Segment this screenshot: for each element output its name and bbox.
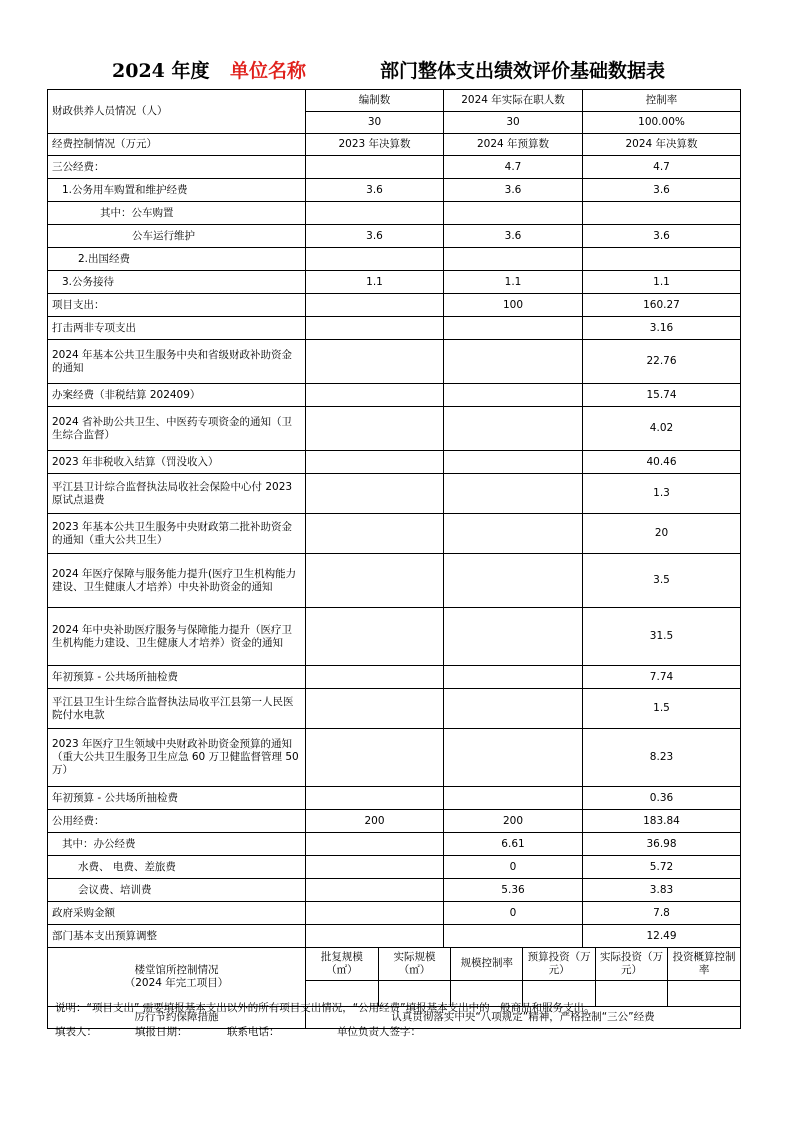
- savings-text: 认真贯彻落实中央“八项规定”精神，严格控制“三公”经费: [306, 1007, 741, 1029]
- funds-row-2024-budget: [444, 689, 583, 729]
- funds-row-2023-final: [306, 407, 444, 451]
- funds-row-2024-final: 8.23: [583, 729, 741, 787]
- funds-row-2024-final: [583, 248, 741, 271]
- funds-row: [48, 787, 741, 810]
- funds-header-row: [48, 134, 741, 156]
- funds-row-label: 2024 年医疗保障与服务能力提升(医疗卫生机构能力建设、卫生健康人才培养）中央补助资金的通知: [48, 554, 306, 608]
- funds-row: [48, 202, 741, 225]
- staff-header-budgeted: 编制数: [306, 90, 444, 112]
- building-value-invest-rate: [668, 980, 740, 1006]
- funds-row: [48, 689, 741, 729]
- funds-row-label: 2024 年基本公共卫生服务中央和省级财政补助资金的通知: [48, 340, 306, 384]
- funds-row: [48, 179, 741, 202]
- funds-row-label: 年初预算 - 公共场所抽检费: [48, 666, 306, 689]
- funds-row-2023-final: [306, 317, 444, 340]
- funds-row: [48, 729, 741, 787]
- funds-row-2024-budget: 3.6: [444, 225, 583, 248]
- funds-row: [48, 225, 741, 248]
- funds-row-label: 2024 年中央补助医疗服务与保障能力提升（医疗卫生机构能力建设、卫生健康人才培养）资金的通知: [48, 608, 306, 666]
- building-label-line1: 楼堂馆所控制情况: [134, 964, 219, 976]
- funds-row: [48, 833, 741, 856]
- funds-row-2024-final: 3.16: [583, 317, 741, 340]
- funds-row-2024-final: 22.76: [583, 340, 741, 384]
- funds-row-2024-budget: [444, 340, 583, 384]
- funds-row-label: 其中：公车购置: [48, 202, 306, 225]
- staff-header-rate: 控制率: [583, 90, 741, 112]
- funds-row-label: 平江县卫计综合监督执法局收社会保险中心付 2023 原试点退费: [48, 474, 306, 514]
- funds-row: [48, 514, 741, 554]
- funds-row: [48, 384, 741, 407]
- funds-row-2024-budget: [444, 554, 583, 608]
- building-header-invest-rate: 投资概算控制率: [668, 948, 740, 980]
- funds-row-2024-final: 0.36: [583, 787, 741, 810]
- funds-row: [48, 856, 741, 879]
- funds-row-2023-final: [306, 902, 444, 925]
- title-table-name: 部门整体支出绩效评价基础数据表: [380, 60, 666, 82]
- funds-row-2024-final: 20: [583, 514, 741, 554]
- funds-row: [48, 810, 741, 833]
- funds-row-2024-final: 1.5: [583, 689, 741, 729]
- staff-header-actual: 2024 年实际在职人数: [444, 90, 583, 112]
- funds-row-2023-final: [306, 879, 444, 902]
- funds-row: [48, 608, 741, 666]
- funds-row-2024-final: [583, 202, 741, 225]
- funds-row-2024-final: 15.74: [583, 384, 741, 407]
- funds-row-2024-final: 4.7: [583, 156, 741, 179]
- page-title: [0, 56, 793, 86]
- funds-row-2024-final: 12.49: [583, 925, 741, 948]
- funds-row-label: 平江县卫生计生综合监督执法局收平江县第一人民医院付水电款: [48, 689, 306, 729]
- funds-row-label: 打击两非专项支出: [48, 317, 306, 340]
- funds-row-2023-final: [306, 554, 444, 608]
- funds-row-label: 三公经费：: [48, 156, 306, 179]
- funds-row: [48, 925, 741, 948]
- funds-row-2023-final: [306, 666, 444, 689]
- funds-row-label: 公用经费：: [48, 810, 306, 833]
- funds-row-2024-budget: [444, 317, 583, 340]
- funds-row-2024-budget: 4.7: [444, 156, 583, 179]
- funds-row-2024-budget: [444, 514, 583, 554]
- funds-row: [48, 474, 741, 514]
- funds-row-2023-final: [306, 925, 444, 948]
- funds-row-2023-final: [306, 856, 444, 879]
- funds-row-2024-final: 183.84: [583, 810, 741, 833]
- funds-row-2024-budget: 1.1: [444, 271, 583, 294]
- funds-row-2023-final: [306, 340, 444, 384]
- funds-row-2024-final: 3.83: [583, 879, 741, 902]
- building-label: [48, 948, 306, 1007]
- funds-row-2024-budget: [444, 787, 583, 810]
- building-control-row: [48, 948, 741, 1007]
- staff-actual-value: 30: [444, 112, 583, 134]
- funds-row-2023-final: [306, 451, 444, 474]
- funds-row-2023-final: 3.6: [306, 179, 444, 202]
- funds-row-2024-budget: [444, 384, 583, 407]
- funds-row-2024-budget: [444, 248, 583, 271]
- funds-row-label: 2.出国经费: [48, 248, 306, 271]
- funds-row: [48, 902, 741, 925]
- funds-col-2024-final: 2024 年决算数: [583, 134, 741, 156]
- funds-row-label: 办案经费（非税结算 202409）: [48, 384, 306, 407]
- funds-row-label: 2024 省补助公共卫生、中医药专项资金的通知（卫生综合监督）: [48, 407, 306, 451]
- building-label-line2: （2024 年完工项目）: [124, 977, 229, 989]
- funds-row-label: 1.公务用车购置和维护经费: [48, 179, 306, 202]
- funds-row-2024-final: 3.5: [583, 554, 741, 608]
- funds-row-label: 2023 年非税收入结算（罚没收入）: [48, 451, 306, 474]
- building-header-actual-invest: 实际投资（万元）: [595, 948, 667, 980]
- funds-row-label: 公车运行维护: [48, 225, 306, 248]
- funds-row-2023-final: [306, 384, 444, 407]
- footnote: 说明：“项目支出” 需要填报基本支出以外的所有项目支出情况，“公用经费”填报基本支出中的一般商品和服务支出。: [55, 1002, 595, 1014]
- funds-row-label: 会议费、培训费: [48, 879, 306, 902]
- funds-row-2024-budget: [444, 729, 583, 787]
- funds-row-2024-budget: 0: [444, 902, 583, 925]
- funds-row-2023-final: [306, 514, 444, 554]
- funds-row-2024-final: 1.3: [583, 474, 741, 514]
- funds-row-2023-final: 3.6: [306, 225, 444, 248]
- title-year: 2024 年度: [112, 60, 210, 82]
- funds-row-label: 政府采购金额: [48, 902, 306, 925]
- phone-label: 联系电话：: [227, 1026, 280, 1038]
- funds-row-2023-final: 1.1: [306, 271, 444, 294]
- funds-row: [48, 317, 741, 340]
- funds-row-2023-final: [306, 248, 444, 271]
- funds-row-2024-budget: [444, 451, 583, 474]
- funds-row-2024-budget: 3.6: [444, 179, 583, 202]
- funds-row-2024-final: 31.5: [583, 608, 741, 666]
- funds-row-label: 年初预算 - 公共场所抽检费: [48, 787, 306, 810]
- funds-row-2023-final: [306, 156, 444, 179]
- funds-row-2024-budget: [444, 925, 583, 948]
- funds-row-label: 部门基本支出预算调整: [48, 925, 306, 948]
- funds-row-2023-final: [306, 294, 444, 317]
- funds-row-2024-final: 3.6: [583, 225, 741, 248]
- funds-row-2024-final: 3.6: [583, 179, 741, 202]
- funds-row-2024-final: 1.1: [583, 271, 741, 294]
- funds-row-2024-final: 7.8: [583, 902, 741, 925]
- funds-row-2023-final: [306, 474, 444, 514]
- funds-row-2024-final: 160.27: [583, 294, 741, 317]
- unit-head-signature-label: 单位负责人签字：: [337, 1026, 421, 1038]
- funds-col-2023-final: 2023 年决算数: [306, 134, 444, 156]
- funds-row-2024-budget: [444, 407, 583, 451]
- funds-row-2024-budget: [444, 608, 583, 666]
- date-label: 填报日期：: [135, 1026, 188, 1038]
- signature-row: [55, 1024, 615, 1038]
- funds-row-2024-budget: 100: [444, 294, 583, 317]
- data-table: [47, 89, 741, 1029]
- funds-row-2024-final: 40.46: [583, 451, 741, 474]
- funds-row: [48, 879, 741, 902]
- funds-row-label: 水费、 电费、差旅费: [48, 856, 306, 879]
- building-value-actual-invest: [595, 980, 667, 1006]
- funds-row-2023-final: [306, 608, 444, 666]
- funds-row-2024-budget: 200: [444, 810, 583, 833]
- funds-row-2023-final: [306, 202, 444, 225]
- building-header-size-rate: 规模控制率: [451, 948, 523, 980]
- funds-row-label: 项目支出：: [48, 294, 306, 317]
- funds-row-2024-final: 5.72: [583, 856, 741, 879]
- funds-row: [48, 554, 741, 608]
- funds-row-2023-final: 200: [306, 810, 444, 833]
- building-header-budget-invest: 预算投资（万元）: [523, 948, 595, 980]
- funds-row-2024-budget: [444, 474, 583, 514]
- funds-row: [48, 156, 741, 179]
- staff-budgeted-value: 30: [306, 112, 444, 134]
- funds-row: [48, 271, 741, 294]
- funds-row-2024-budget: 0: [444, 856, 583, 879]
- funds-row-2023-final: [306, 787, 444, 810]
- funds-row-label: 2023 年基本公共卫生服务中央财政第二批补助资金的通知（重大公共卫生）: [48, 514, 306, 554]
- building-header-approved-size: 批复规模（㎡）: [320, 950, 363, 976]
- title-unit-name: 单位名称: [230, 60, 307, 82]
- funds-row: [48, 666, 741, 689]
- funds-row-2023-final: [306, 729, 444, 787]
- funds-row-2024-final: 36.98: [583, 833, 741, 856]
- funds-row-2024-budget: 5.36: [444, 879, 583, 902]
- staff-label: 财政供养人员情况（人）: [48, 90, 306, 134]
- funds-row-2024-budget: [444, 202, 583, 225]
- funds-row: [48, 340, 741, 384]
- funds-row: [48, 248, 741, 271]
- funds-row-2024-final: 7.74: [583, 666, 741, 689]
- savings-label: 厉行节约保障措施: [48, 1007, 306, 1029]
- funds-row: [48, 294, 741, 317]
- funds-col-2024-budget: 2024 年预算数: [444, 134, 583, 156]
- funds-row-label: 2023 年医疗卫生领域中央财政补助资金预算的通知（重大公共卫生服务卫生应急 60 万卫健监督管理 50 万）: [48, 729, 306, 787]
- building-header-actual-size: 实际规模（㎡）: [378, 948, 450, 980]
- funds-row-label: 其中：办公经费: [48, 833, 306, 856]
- funds-row-2023-final: [306, 833, 444, 856]
- funds-row-2023-final: [306, 689, 444, 729]
- building-subgrid: [306, 948, 741, 1007]
- funds-row-2024-budget: 6.61: [444, 833, 583, 856]
- filler-label: 填表人：: [55, 1026, 97, 1038]
- staff-rate-value: 100.00%: [583, 112, 741, 134]
- funds-row-label: 3.公务接待: [48, 271, 306, 294]
- staff-header-row: [48, 90, 741, 112]
- funds-row-2024-final: 4.02: [583, 407, 741, 451]
- funds-row: [48, 451, 741, 474]
- funds-row-2024-budget: [444, 666, 583, 689]
- funds-label: 经费控制情况（万元）: [48, 134, 306, 156]
- funds-row: [48, 407, 741, 451]
